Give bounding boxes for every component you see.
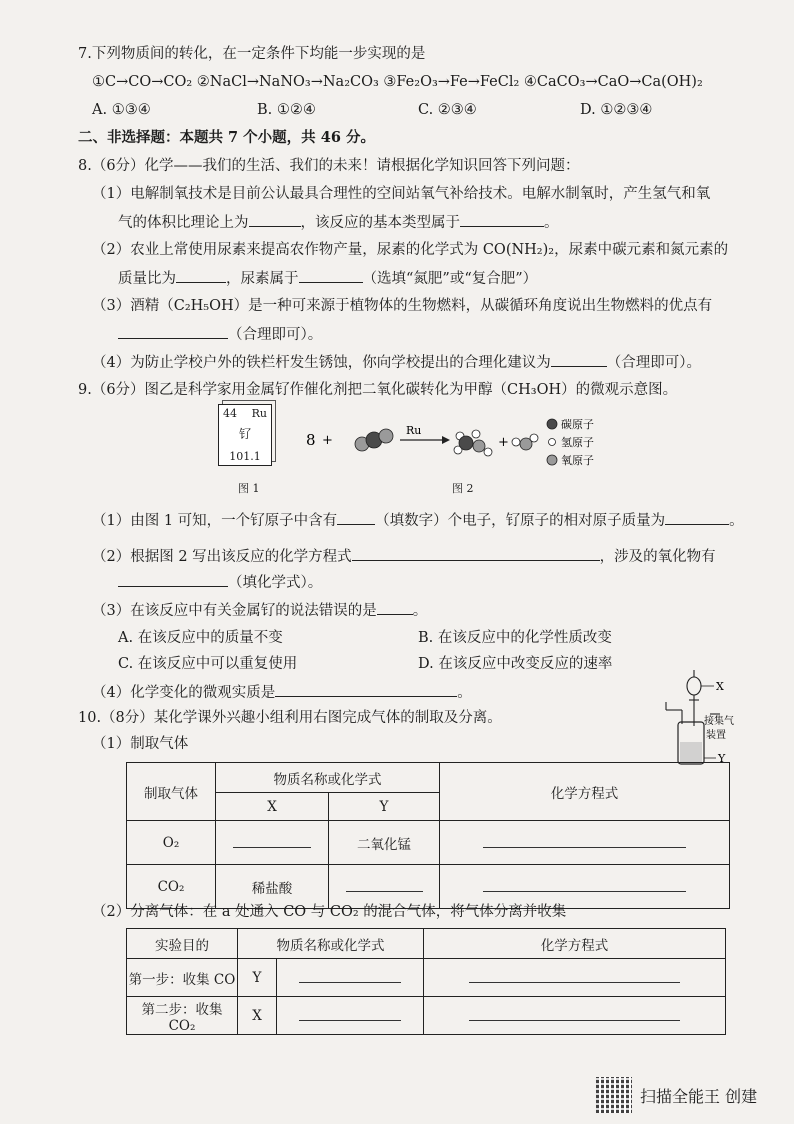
q7-option-b: B. ①②④ <box>257 102 316 118</box>
catalyst-label: Ru <box>406 424 422 437</box>
header-x: X <box>216 793 329 821</box>
reaction-arrow <box>400 424 450 444</box>
q8-part2-text-a: 质量比为 <box>118 271 176 287</box>
figure2-caption: 图 2 <box>452 482 474 495</box>
q8-part2-text-c: （选填“氮肥”或“复合肥”） <box>362 271 538 287</box>
coefficient-8: 8 <box>306 431 316 449</box>
q9-part2-text-c: （填化学式）。 <box>228 575 323 591</box>
methanol-molecule <box>454 430 492 456</box>
q7-stem: 7.下列物质间的转化，在一定条件下均能一步实现的是 <box>78 46 426 62</box>
header-gas: 制取气体 <box>127 763 216 821</box>
q9-part2-line2 <box>118 572 322 593</box>
row-collect-co-equation[interactable] <box>424 959 726 997</box>
row-collect-co-goal: 第一步：收集 CO <box>127 959 238 997</box>
q9-option-d: D. 在该反应中改变反应的速率 <box>418 656 613 672</box>
answer-blank[interactable] <box>249 212 301 227</box>
q7-option-d: D. ①②③④ <box>580 102 653 118</box>
element-tile-ruthenium <box>218 404 272 466</box>
label-x: X <box>716 680 724 693</box>
header-equation: 化学方程式 <box>440 763 730 821</box>
answer-blank[interactable] <box>377 600 413 615</box>
header-goal: 实验目的 <box>127 929 238 959</box>
gas-preparation-table <box>126 762 730 909</box>
q9-option-c: C. 在该反应中可以重复使用 <box>118 656 298 672</box>
answer-blank[interactable] <box>118 324 228 339</box>
row-collect-co2-goal: 第二步：收集 CO₂ <box>127 997 238 1035</box>
answer-blank[interactable] <box>337 510 375 525</box>
qr-code-icon <box>596 1077 632 1113</box>
header-y: Y <box>329 793 440 821</box>
q8-part2-line2 <box>118 268 537 289</box>
q8-part2-line1: （2）农业上常使用尿素来提高农作物产量，尿素的化学式为 CO(NH₂)₂，尿素中碳元素和氮元素的 <box>92 242 729 258</box>
q10-part2-label: （2）分离气体：在 a 处通入 CO 与 CO₂ 的混合气体，将气体分离并收集 <box>92 904 567 920</box>
q8-part1-end: 。 <box>544 215 559 231</box>
q7-option-c: C. ②③④ <box>418 102 477 118</box>
q8-part2-text-b: ，尿素属于 <box>226 271 299 287</box>
atomic-number: 44 <box>223 407 237 420</box>
q9-part3-text: （3）在该反应中有关金属钌的说法错误的是 <box>92 603 377 619</box>
answer-blank[interactable] <box>299 268 363 283</box>
q8-part1-line2 <box>118 212 559 233</box>
element-name: 钌 <box>238 427 251 441</box>
q8-part4 <box>92 352 701 373</box>
row-o2-equation[interactable] <box>440 821 730 865</box>
legend-carbon: 碳原子 <box>561 418 594 431</box>
answer-blank[interactable] <box>346 877 423 892</box>
answer-blank[interactable] <box>118 572 228 587</box>
answer-blank[interactable] <box>275 682 457 697</box>
row-collect-co-position: Y <box>238 959 277 997</box>
answer-blank[interactable] <box>469 968 680 983</box>
answer-blank[interactable] <box>460 212 544 227</box>
water-molecule <box>512 434 538 450</box>
reaction-diagram <box>300 412 600 472</box>
q9-part4 <box>92 682 472 703</box>
q8-part1-text-a: 气的体积比理论上为 <box>118 215 249 231</box>
answer-blank[interactable] <box>483 877 685 892</box>
q9-option-a: A. 在该反应中的质量不变 <box>118 630 283 646</box>
label-collect: 接集气装置 <box>704 716 734 741</box>
q7-option-a: A. ①③④ <box>92 102 151 118</box>
header-substance: 物质名称或化学式 <box>238 929 424 959</box>
q9-part1 <box>92 510 744 531</box>
row-o2-gas: O₂ <box>127 821 216 865</box>
q10-part1-label: （1）制取气体 <box>92 736 189 752</box>
q9-part1-end: 。 <box>729 513 744 529</box>
answer-blank[interactable] <box>352 546 600 561</box>
q10-stem: 10.（8分）某化学课外兴趣小组利用右图完成气体的制取及分离。 <box>78 710 502 726</box>
answer-blank[interactable] <box>233 833 311 848</box>
q8-part3-text: （合理即可）。 <box>228 327 323 343</box>
row-collect-co2-substance[interactable] <box>277 997 424 1035</box>
gas-apparatus-diagram <box>654 666 764 770</box>
atomic-mass: 101.1 <box>229 450 261 463</box>
row-co2-gas: CO₂ <box>127 865 216 909</box>
scanner-watermark: 扫描全能王 创建 <box>640 1087 758 1106</box>
section-heading: 二、非选择题：本题共 7 个小题，共 46 分。 <box>78 129 375 146</box>
atom-legend <box>547 417 594 467</box>
answer-blank[interactable] <box>176 268 226 283</box>
answer-blank[interactable] <box>483 833 685 848</box>
answer-blank[interactable] <box>551 352 607 367</box>
q9-part3-end: 。 <box>412 603 428 619</box>
q9-part4-end: 。 <box>457 685 472 701</box>
q8-part1-text-b: ，该反应的基本类型属于 <box>300 215 460 231</box>
legend-hydrogen: 氢原子 <box>561 436 594 449</box>
plus-sign: + <box>322 433 333 448</box>
q8-stem: 8.（6分）化学——我们的生活、我们的未来！请根据化学知识回答下列问题： <box>78 158 580 174</box>
gas-separation-table <box>126 928 726 1035</box>
element-symbol: Ru <box>251 407 267 420</box>
q9-part1-text-a: （1）由图 1 可知，一个钌原子中含有 <box>92 513 338 529</box>
q8-part4-end: （合理即可）。 <box>606 355 701 371</box>
row-collect-co-substance[interactable] <box>277 959 424 997</box>
label-y: Y <box>718 752 726 765</box>
row-o2-x[interactable] <box>216 821 329 865</box>
row-co2-x: 稀盐酸 <box>216 865 329 909</box>
q9-part2-text-a: （2）根据图 2 写出该反应的化学方程式 <box>92 549 352 565</box>
answer-blank[interactable] <box>665 510 729 525</box>
answer-blank[interactable] <box>469 1006 680 1021</box>
q8-part3-line1: （3）酒精（C₂H₅OH）是一种可来源于植物体的生物燃料，从碳循环角度说出生物燃料的优点有 <box>92 298 713 314</box>
q8-part1-line1: （1）电解制氧技术是目前公认最具合理性的空间站氧气补给技术。电解水制氧时，产生氢气和氧 <box>92 186 711 202</box>
co2-molecule <box>355 429 393 451</box>
q9-part2-text-b: ，涉及的氧化物有 <box>599 549 716 565</box>
legend-oxygen: 氧原子 <box>561 454 594 467</box>
separatory-funnel <box>687 677 701 695</box>
q9-part1-text-b: （填数字）个电子，钌原子的相对原子质量为 <box>375 513 666 529</box>
plus-sign: + <box>498 435 509 450</box>
q7-routes: ①C→CO→CO₂ ②NaCl→NaNO₃→Na₂CO₃ ③Fe₂O₃→Fe→FeCl₂ ④CaCO₃→CaO→Ca(OH)₂ <box>92 74 703 90</box>
header-equation: 化学方程式 <box>424 929 726 959</box>
row-o2-y: 二氧化锰 <box>329 821 440 865</box>
row-collect-co2-equation[interactable] <box>424 997 726 1035</box>
header-substance: 物质名称或化学式 <box>216 763 440 793</box>
q8-part3-line2 <box>118 324 322 345</box>
row-collect-co2-position: X <box>238 997 277 1035</box>
q9-option-b: B. 在该反应中的化学性质改变 <box>418 630 612 646</box>
q9-part2-line1 <box>92 546 716 567</box>
q9-part4-text: （4）化学变化的微观实质是 <box>92 685 276 701</box>
answer-blank[interactable] <box>299 968 401 983</box>
q8-part4-text: （4）为防止学校户外的铁栏杆发生锈蚀，你向学校提出的合理化建议为 <box>92 355 551 371</box>
figure1-caption: 图 1 <box>238 482 260 495</box>
answer-blank[interactable] <box>299 1006 401 1021</box>
q9-stem: 9.（6分）图乙是科学家用金属钌作催化剂把二氧化碳转化为甲醇（CH₃OH）的微观示意图。 <box>78 382 678 398</box>
q9-part3 <box>92 600 427 621</box>
